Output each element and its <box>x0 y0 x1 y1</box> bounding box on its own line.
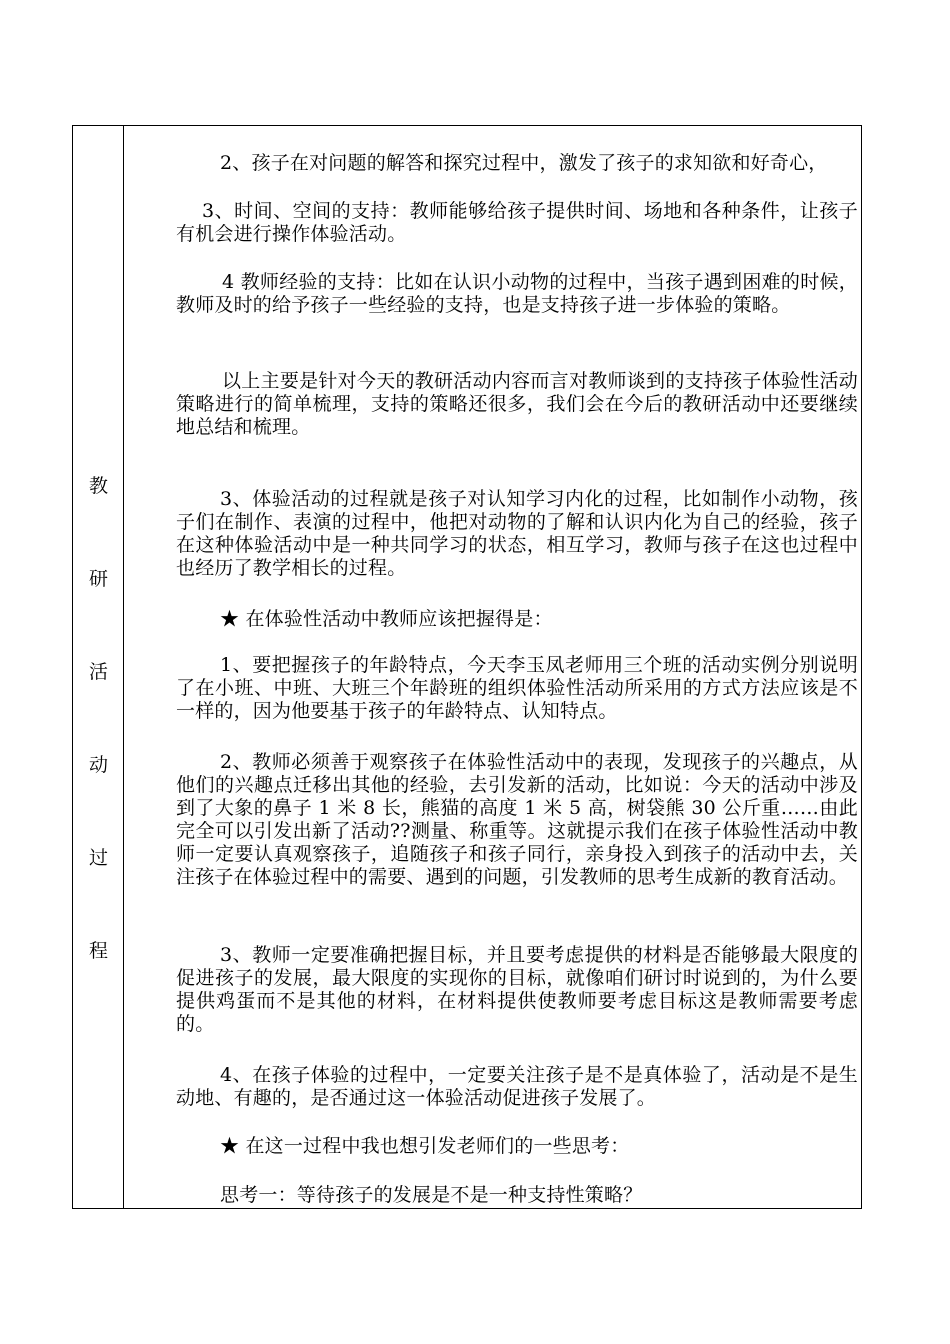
paragraph: 以上主要是针对今天的教研活动内容而言对教师谈到的支持孩子体验性活动策略进行的简单梳理，支持的策略还很多，我们会在今后的教研活动中还要继续地总结和梳理。 <box>176 370 858 438</box>
paragraph: 4、在孩子体验的过程中，一定要关注孩子是不是真体验了，活动是不是生动地、有趣的，是否通过这一体验活动促进孩子发展了。 <box>176 1064 858 1109</box>
row-label-char: 程 <box>88 940 108 962</box>
row-label-column <box>73 126 124 1208</box>
paragraph: ★ 在这一过程中我也想引发老师们的一些思考： <box>220 1135 630 1157</box>
row-label-char: 过 <box>88 847 108 869</box>
row-label-char: 研 <box>88 568 108 590</box>
activity-table <box>72 125 862 1209</box>
paragraph: 2、孩子在对问题的解答和探究过程中，激发了孩子的求知欲和好奇心， <box>220 152 828 174</box>
paragraph: 3、时间、空间的支持：教师能够给孩子提供时间、场地和各种条件，让孩子有机会进行操作体验活动。 <box>176 200 858 245</box>
paragraph: 2、教师必须善于观察孩子在体验性活动中的表现，发现孩子的兴趣点，从他们的兴趣点迁移出其他的经验，去引发新的活动，比如说：今天的活动中涉及到了大象的鼻子 1 米 8 长，熊猫的高度 1 米 5 高，树袋熊 30 公斤重……由此完全可以引发出新了活动??测量、称重等。这就提示我们在孩子体验性活动中教师一定要认真观察孩子，追随孩子和孩子同行，亲身投入到孩子的活动中去，关注孩子在体验过程中的需要、遇到的问题，引发教师的思考生成新的教育活动。 <box>176 751 858 888</box>
paragraph: 3、体验活动的过程就是孩子对认知学习内化的过程，比如制作小动物，孩子们在制作、表演的过程中，他把对动物的了解和认识内化为自己的经验，孩子在这种体验活动中是一种共同学习的状态，相互学习，教师与孩子在这也过程中也经历了教学相长的过程。 <box>176 488 858 579</box>
row-label-char: 活 <box>88 661 108 683</box>
paragraph: 思考一：等待孩子的发展是不是一种支持性策略？ <box>220 1184 643 1206</box>
row-label-char: 动 <box>88 754 108 776</box>
paragraph: 4 教师经验的支持：比如在认识小动物的过程中，当孩子遇到困难的时候，教师及时的给予孩子一些经验的支持，也是支持孩子进一步体验的策略。 <box>176 271 858 316</box>
row-label-char: 教 <box>88 475 108 497</box>
paragraph: 1、要把握孩子的年龄特点，今天李玉凤老师用三个班的活动实例分别说明了在小班、中班、大班三个年龄班的组织体验性活动所采用的方式方法应该是不一样的，因为他要基于孩子的年龄特点、认知特点。 <box>176 654 858 722</box>
paragraph: 3、教师一定要准确把握目标，并且要考虑提供的材料是否能够最大限度的促进孩子的发展，最大限度的实现你的目标，就像咱们研讨时说到的，为什么要提供鸡蛋而不是其他的材料，在材料提供使教师要考虑目标这是教师需要考虑的。 <box>176 944 858 1035</box>
paragraph: ★ 在体验性活动中教师应该把握得是： <box>220 608 553 630</box>
content-column <box>126 126 861 1208</box>
